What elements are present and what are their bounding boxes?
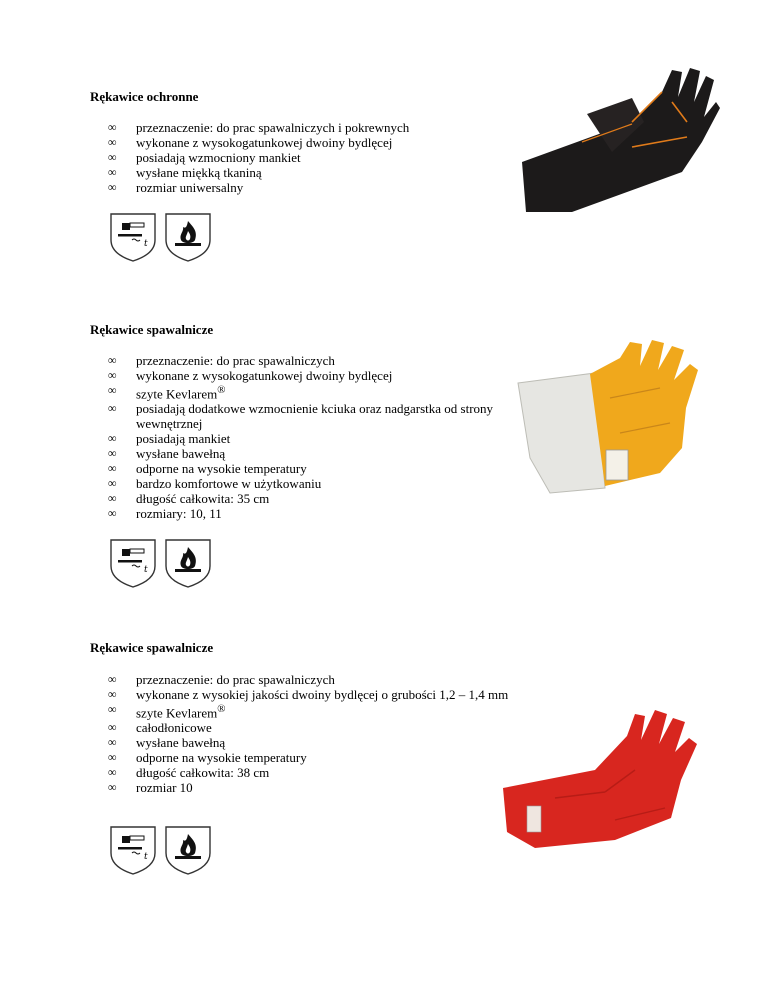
- list-item: ∞ wysłane bawełną: [108, 735, 226, 751]
- list-item: ∞ odporne na wysokie temperatury: [108, 750, 307, 766]
- list-item: ∞ przeznaczenie: do prac spawalniczych: [108, 353, 335, 368]
- list-item: ∞ bardzo komfortowe w użytkowaniu: [108, 476, 322, 492]
- bullet-icon: ∞: [108, 120, 117, 134]
- black-welding-glove: [512, 62, 722, 220]
- bullet-icon: ∞: [108, 687, 117, 701]
- list-item: ∞ szyte Kevlarem®: [108, 702, 226, 721]
- bullet-icon: ∞: [108, 431, 117, 446]
- registered-mark: ®: [217, 384, 226, 396]
- flame-shield-icon: [163, 212, 213, 262]
- bullet-icon: ∞: [108, 735, 117, 750]
- feature-list: [90, 353, 510, 521]
- bullet-icon: ∞: [108, 180, 117, 194]
- bullet-icon: ∞: [108, 765, 117, 780]
- list-item: ∞ całodłonicowe: [108, 720, 212, 736]
- bullet-icon: ∞: [108, 446, 117, 461]
- bullet-icon: ∞: [108, 672, 117, 686]
- flame-shield-icon: [163, 538, 213, 588]
- bullet-icon: ∞: [108, 476, 117, 491]
- list-item: ∞ przeznaczenie: do prac spawalniczych: [108, 672, 335, 687]
- list-item: ∞ posiadają mankiet: [108, 431, 231, 447]
- bullet-icon: ∞: [108, 780, 117, 795]
- bullet-icon: ∞: [108, 506, 117, 521]
- list-item: ∞ wykonane z wysokiej jakości dwoiny bydlęcej o grubości 1,2 – 1,4 mm: [108, 687, 509, 702]
- welding-heat-shield-icon: [108, 212, 158, 262]
- welding-heat-shield-icon: [108, 538, 158, 588]
- list-item: ∞ rozmiar uniwersalny: [108, 180, 244, 195]
- safety-pictograms: [108, 212, 218, 262]
- bullet-icon: ∞: [108, 368, 117, 382]
- red-welding-glove: [495, 700, 705, 860]
- list-item: ∞ wysłane bawełną: [108, 446, 226, 462]
- product-title: Rękawice spawalnicze: [90, 640, 214, 655]
- feature-list: [90, 120, 510, 195]
- bullet-icon: ∞: [108, 165, 117, 179]
- list-item: ∞ odporne na wysokie temperatury: [108, 461, 307, 477]
- bullet-icon: ∞: [108, 720, 117, 735]
- bullet-icon: ∞: [108, 491, 117, 506]
- list-item: ∞ szyte Kevlarem®: [108, 383, 226, 402]
- svg-text:t: t: [144, 239, 148, 249]
- list-item: ∞ wysłane miękką tkaniną: [108, 165, 262, 180]
- list-item: ∞ rozmiary: 10, 11: [108, 506, 222, 522]
- svg-text:t: t: [144, 565, 148, 575]
- safety-pictograms: [108, 538, 218, 588]
- bullet-icon: ∞: [108, 353, 117, 367]
- list-item: ∞ długość całkowita: 35 cm: [108, 491, 270, 507]
- bullet-icon: ∞: [108, 150, 117, 164]
- registered-mark: ®: [217, 703, 226, 715]
- list-item: ∞ rozmiar 10: [108, 780, 193, 796]
- product-title: Rękawice ochronne: [90, 89, 199, 104]
- feature-list: [90, 672, 510, 795]
- welding-heat-shield-icon: [108, 825, 158, 875]
- bullet-icon: ∞: [108, 383, 117, 397]
- bullet-icon: ∞: [108, 750, 117, 765]
- flame-shield-icon: [163, 825, 213, 875]
- bullet-icon: ∞: [108, 135, 117, 149]
- yellow-welding-glove: [510, 338, 710, 498]
- list-item: ∞ wykonane z wysokogatunkowej dwoiny bydlęcej: [108, 135, 393, 150]
- list-item: ∞ posiadają wzmocniony mankiet: [108, 150, 301, 165]
- bullet-icon: ∞: [108, 461, 117, 476]
- safety-pictograms: [108, 825, 218, 875]
- list-item: ∞ przeznaczenie: do prac spawalniczych i pokrewnych: [108, 120, 410, 135]
- bullet-icon: ∞: [108, 702, 117, 716]
- list-item: ∞ posiadają dodatkowe wzmocnienie kciuka oraz nadgarstka od strony wewnętrznej: [108, 401, 494, 432]
- bullet-icon: ∞: [108, 401, 117, 416]
- list-item: ∞ wykonane z wysokogatunkowej dwoiny bydlęcej: [108, 368, 393, 383]
- list-item: ∞ długość całkowita: 38 cm: [108, 765, 270, 781]
- product-title: Rękawice spawalnicze: [90, 322, 214, 337]
- svg-text:t: t: [144, 852, 148, 862]
